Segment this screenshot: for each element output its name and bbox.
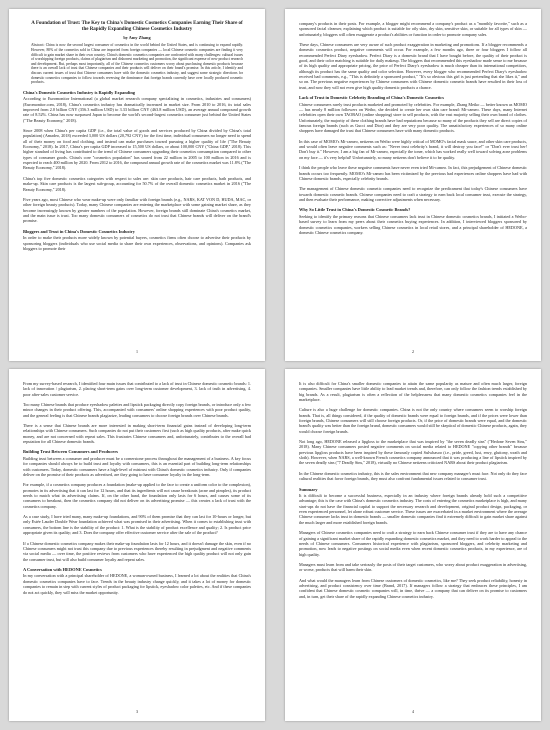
paragraph: In this case of MOMO's Mi-cameo, netizens on Weibo were highly critical of MOMO's facial mask sauce, and other skin care products, and would often leave negative comments such as: "Never trust celebrity's brand, it will destroy you face!" or "Don't ever trust her! Don't buy it." However, I am a big fan of Mi-cameo, especially the toner, which has worked really well toward solving acne problems on my face — it's very helpful! Unfortunately, so many netizens don't believe it to be quality.: [299, 138, 527, 160]
paragraph: If a Chinese domestic cosmetics company makes their make-up foundation lasts for 12 hours, and it doesn't damage the skin, even if no Chinese consumers might not trust this company due to previous experiences thereby resulting in prejudgment and negative comments via social media — over time, the positive reviews from customers who have experienced the high quality product will not only gain the consumer trust, but will also build consumer loyalty and repeat sales.: [23, 540, 251, 562]
paragraph: Not long ago, HEDONE released a lipgloss to the marketplace that was inspired by "the seven deadly sins" ("Hedone Seven Sins," 2018). Many Chinese consumers posted negative comments on social media related to HEDONE "copying other brands" because previous lipgloss products have been inspired by these famously copied Sulwhasoo (i.e., pride, greed, lust, envy, gluttony, wrath and sloth). However, when NARS, a well-known French cosmetics company announced that it was producing a line of lipstick inspired by the seven deadly sins ("7 Deadly Sins," 2018), virtually no Chinese netizens criticized NARS about their product plagiarism.: [299, 439, 527, 466]
paragraph: In order to make their products more widely known by potential buyers, cosmetics firms often choose to advertise their products by sponsoring bloggers (individuals who use social media to share their own experiences, observations, and opinions). Companies ask bloggers to promote their: [23, 235, 251, 251]
paragraph: China's top five domestic cosmetics categories with respect to sales are: skin care products, hair care products, bath products, and make-up. Skin care products is the largest sub-group, accounting for 50.7% of the overall domestic cosmetics market in 2016 ("The Beauty Economy," 2018).: [23, 175, 251, 192]
section-heading: Why So Little Trust in China's Domestic Cosmetic Brands?: [299, 207, 411, 213]
paragraph: Seeking to identify the primary reasons that Chinese consumers lack trust in Chinese domestic cosmetics brands, I initiated a Weibo-based survey to learn from my peers about their cosmetics buying experiences. In addition, I interviewed bloggers sponsored by domestic cosmetics companies, workers selling Chinese cosmetics in local retail stores, and a principal shareholder of HEDONE, a domestic Chinese cosmetics company.: [299, 213, 527, 235]
section-heading: Bloggers and Trust in China's Domestic Cosmetics Industry: [23, 228, 135, 234]
paragraph: Managers must learn from and take seriously the posts of their target customers, who worry about product exaggeration in advertising, or worse, products that will harm their skin.: [299, 561, 527, 573]
paragraph: It is also difficult for China's smaller domestic companies to attain the same popularity as mature and often much larger, foreign companies. Smaller companies have little ability to lead market trends and, therefore, can only follow the fashion trends established by big brands. As a result, plagiarism is often a reflection of the helplessness that many domestic cosmetics companies feel in the marketplace.: [299, 381, 527, 403]
page-number: 3: [136, 709, 138, 714]
page-number: 1: [136, 349, 138, 354]
paragraph: Culture is also a huge challenge for domestic companies. China is not the only country where consumers seem to worship foreign brands. That is, all things considered, if the quality of domestic brands were equal to foreign brands, and if the prices were lower than foreign brands, Chinese consumers will still choose foreign products. Or, if the price of domestic brands were equal, and the domestic brand's quality was better than the foreign brand, domestic consumers would still be skeptical of domestic Chinese products, again, they would choose foreign brands.: [299, 407, 527, 434]
paper-page-1: [9, 9, 265, 361]
paragraph: And what would the managers learn from Chinese customers of domestic cosmetics, like me? They seek product reliability, honesty in advertising, and product consistency over time (Brand, 2017). If managers follow a strategy that embraces these principles, I am confident that Chinese domestic cosmetic companies will, in time, thrive — a company that can deliver on its promise to customers and, in turn, get their share of the rapidly expanding Chinese cosmetics industry.: [299, 577, 527, 599]
page-body: [299, 21, 527, 235]
section-heading: Summary: [299, 486, 318, 492]
paragraph: For example, if a cosmetics company produces a foundation (make-up applied to the face to create a uniform color to the complexion), promotes in its advertising that it can last for 12 hours, and that its ingredients will not cause breakouts (acne and pimples), its product needs to match what its advertising claims. If, on the other hand, the foundation only lasts for 6 hours, and causes some of its consumers to breakout, then the cosmetics company did not deliver on its advertising promise — this creates a lack of trust with the cosmetics company.: [23, 482, 251, 509]
paper-page-2: [285, 9, 541, 361]
author-line: by Amy Zhang: [123, 35, 151, 41]
paragraph: Chinese consumers rarely trust products marketed and promoted by celebrities. For example, Zhang Meiko — better known as MOMO — has nearly 8 million followers on Weibo, she decided to create her own skin care brand: Mi-cameo. These days, many Internet celebrities open their own TAOBAO (online shopping) store to sell products, with the vast majority selling their own brand of clothes. Unfortunately, the majority of these clothing brands have bad reputations because so many of the products they sell are direct copies of famous foreign brands (such as Gucci and Dior) and they are very poor quality. The unsatisfactory experiences of so many online shoppers have damaged the trust that Chinese consumers have with many domestic products.: [299, 101, 527, 134]
paragraph: I think the people who leave these negative comments have never even tried Mi-cameo. In fact, this prejudgement of Chinese domestic brands occurs too frequently. MOMO's Mi-cameo has been victimized by the previous bad experiences online shoppers have had with Chinese domestic brands, especially celebrity brands.: [299, 165, 527, 181]
paragraph: In the Chinese domestic cosmetics industry, this is the sales environment that new company manager's must face. Not only do they face cultural realities that favor foreign brands, they must also confront fundamental issues related to consumer trust.: [299, 470, 527, 482]
abstract: Abstract: China is now the second largest consumer of cosmetics in the world behind the United States, and is continuing to expand rapidly. However, 80% of the cosmetics sold in China are imported from foreign companies — local Chinese cosmetic companies are finding it very difficult to gain market share in their own country. China's domestic cosmetics companies are confronted with many challenges: cultural issues of worshipping foreign products, claims of plagiarism and dishonest marketing and promotion, the significant expense of new product research and development. But, perhaps most importantly, all of the Chinese cosmetics customers worry about purchasing domestic products because there is an overall lack of trust that Chinese companies and their products will deliver on their brand's promise. In this article, I identify and discuss current issues of trust that Chinese consumers have with the domestic cosmetics industry, and suggest some strategic directions for domestic cosmetics companies to follow towards reversing the dominance that foreign brands currently have over locally produced cosmetic products.: [31, 43, 243, 85]
paragraph: Since 2008 when China's per capita GDP (i.e., the total value of goods and services produced by China divided by China's total population) (Amadeo, 2018) exceeded 3,000 US dollars (20,792 CNY) for the first time, individual consumers no longer need to spend all of their money on food and clothing, and instead can make purchases toward pursuing a higher quality of life ("The Beauty Economy," 2018). In 2017, China's per capita GDP increased to 15,500 US dollars, or about 100,000 CNY ("China GDP," 2018). This higher standard of living has contributed to the trend of Chinese consumers upgrading their cosmetics consumption compared to other types of consumer goods. China's core "cosmetics population" has soared from 22 million in 2005 to 100 million in 2016 and is expected to reach 400 million by 2020. From 2012 to 2016, the compound annual growth rate of the cosmetics market was 11.8% ("The Beauty Economy," 2018).: [23, 128, 251, 171]
paragraph: company's products in their posts. For example, a blogger might recommend a company's product as a "monthly favorite," such as a sponsored facial cleanser, explaining which product is suitable for oily skin, dry skin, sensitive skin, or suitable for all types of skin — unfortunately, bloggers will often exaggerate a product's abilities or function in order to promote company sales.: [299, 21, 527, 37]
paragraph: Five years ago, most Chinese who wear make-up were only familiar with foreign brands (e.g., NARS, KAT VON D, HUDA, MAC, or other foreign beauty products). Today, many Chinese companies are entering the marketplace with some gaining market share, as they become increasingly known by greater numbers of the population. However, foreign brands still dominate China's cosmetics market, and the main issue is trust. Too many domestic consumers of cosmetics do not trust that Chinese brands will deliver on the brand's promise.: [23, 196, 251, 224]
paragraph: Building trust between a consumer and producer must be a cornerstone process throughout the management of a business. A key focus for companies should always be to build trust and loyalty with consumers, this is an essential part of building long-term relationships with customers. Today, domestic consumers have a high-level of mistrust with China's domestic cosmetics industry. Only if companies deliver on the promise of their products as advertised, are they going to have consumer loyalty in the long-term.: [23, 456, 251, 478]
paragraph: Too many Chinese brands that produce eyeshadow palettes and lipstick packaging directly copy foreign brands, or introduce only a few minor changes in their product offering. This, accompanied with consumers' online shopping experiences with poor product quality, and the general feeling is that Chinese brands plagiarize, leading consumers to choose foreign brands over Chinese brands.: [23, 402, 251, 418]
paper-title: A Foundation of Trust: The Key to China's Domestic Cosmetics Companies Earning Their Share of the Rapidly Expanding Chinese Cosmetics Industry: [31, 21, 243, 33]
page-body: [23, 381, 251, 595]
paper-page-3: [9, 369, 265, 721]
paragraph: These days, Chinese consumers are very aware of such product exaggeration in marketing and promotions. If a blogger recommends a domestic cosmetics product, negative comments will occur. For example, a few months ago, three or four bloggers I follow all recommended Perfect Diary eyeshadow. Perfect Diary is a domestic brand that I have bought before, the quality of their product is good, and their color matching is suitable for daily makeup. The bloggers that recommended this eyeshadow made sense to me because of its high quality and appropriate pricing, the price of Perfect Diary's eyeshadow is much cheaper than its international competitors, although its product has the same quality and color selection. However, every blogger who recommended Perfect Diary's eyeshadow received bad comments, e.g., "This is definitely a sponsored product," "It's so obvious this girl is just pretending that she likes it," and so on. The previous negative experiences by Chinese consumers with Chinese domestic cosmetic brands have resulted in their loss of trust, and now they will not even give high quality domestic products a chance.: [299, 42, 527, 90]
paragraph: Managers of Chinese cosmetics companies need to craft a strategy to earn back Chinese consumer trust if they are to have any chance of gaining a significant market share of the rapidly expanding domestic cosmetics market, and they need to work harder to appeal to the needs of Chinese consumers. Consumers historical experience with plagiarism, sponsored bloggers, and celebrity marketing and promotion, now leads to negative postings on social media even when recent domestic cosmetics products, in my experience, are of high quality.: [299, 530, 527, 557]
paragraph: It is difficult to become a successful business, especially in an industry where foreign brands already hold such a competitive advantage; this is the case with China's domestic cosmetics industry. The costs of entering the cosmetics marketplace is high, and many start-ups do not have the financial capital to support the necessary research and development, original product design, packaging, or even experienced personnel, let alone robust customer service. These issues are exacerbated in a market environment where the average Chinese consumer lacks trust in domestic brands — smaller domestic companies find it extremely difficult to gain market share against the much larger and more established foreign brands.: [299, 493, 527, 525]
paragraph: From my survey-based research, I identified four main issues that contributed to a lack of trust in Chinese domestic cosmetic brands: 1. lack of innovation / plagiarism, 2. placing short-term gains over long-term customer development, 3. lack of truth in advertising, 4. poor after-sales customer service.: [23, 381, 251, 397]
page-number: 2: [412, 349, 414, 354]
section-heading: Lack of Trust in Domestic Celebrity Branding of China's Domestic Cosmetics: [299, 95, 444, 101]
page-body: [23, 90, 251, 251]
page-number: 4: [412, 709, 414, 714]
section-heading: Building Trust Between Consumers and Producers: [23, 449, 119, 455]
paragraph: In my conversation with a principal shareholder of HEDONE, a woman-owned business, I learned a lot about the realities that China's domestic cosmetics companies have to face. Trends in the beauty industry change quickly, and it takes a lot of money for domestic companies to remain in step with current styles of product packaging for lipstick, eyeshadow color palettes, etc. And if these companies do not act quickly, they will miss the market opportunity.: [23, 573, 251, 595]
section-heading: A Conversation with HEDONE Cosmetics: [23, 566, 102, 572]
paragraph: The management of Chinese domestic cosmetic companies need to recognize the predicament that today's Chinese consumers have towards domestic cosmetic brands. Chinese companies need to craft a strategy to earn back local consumer trust, execute the strategy, and then evaluate their performance, making corrective adjustments when necessary.: [299, 186, 527, 202]
section-heading: China's Domestic Cosmetics Industry is Rapidly Expanding: [23, 89, 135, 95]
paragraph: As a case study, I have tried many, many make-up foundations, and 90% of them promise that they can last for 10-hours or longer, but only Estée Lauder Double Wear foundation achieved what was promised in their advertising. When it comes to establishing trust with consumers, the bottom line is the stability of the product: 1. What is the stability of product excellence and quality; 2. Is product price appropriate given its quality; and 3. Does the company offer effective customer service after the sale of the product?: [23, 514, 251, 536]
paragraph: According to Euromonitor International (a global market research company specializing in cosmetics, industries and consumers) (Euromonitor.com, 2018), China's cosmetics industry has dramatically increased in market size. From 2010 to 2016, its total sales improved from 2.0 billion CNY (356.3 million USD) to 3.33 billion CNY (463.8 million USD), an average annual compound growth rate of 8.52%. China has now surpassed Japan to become the world's second-largest cosmetics consumer just behind the United States ("The Beauty Economy," 2018).: [23, 96, 251, 123]
paper-page-4: [285, 369, 541, 721]
paragraph: There is a sense that Chinese brands are more interested in making short-term financial gains instead of developing long-term relationships with Chinese consumers. Such companies do not put their customers first (such as high quality products, after make quick money, and are not concerned with repeat sales. This frustrates Chinese consumers and, unfortunately, contributes to the overall bad reputation for all Chinese domestic brands.: [23, 423, 251, 445]
page-body: [299, 381, 527, 599]
